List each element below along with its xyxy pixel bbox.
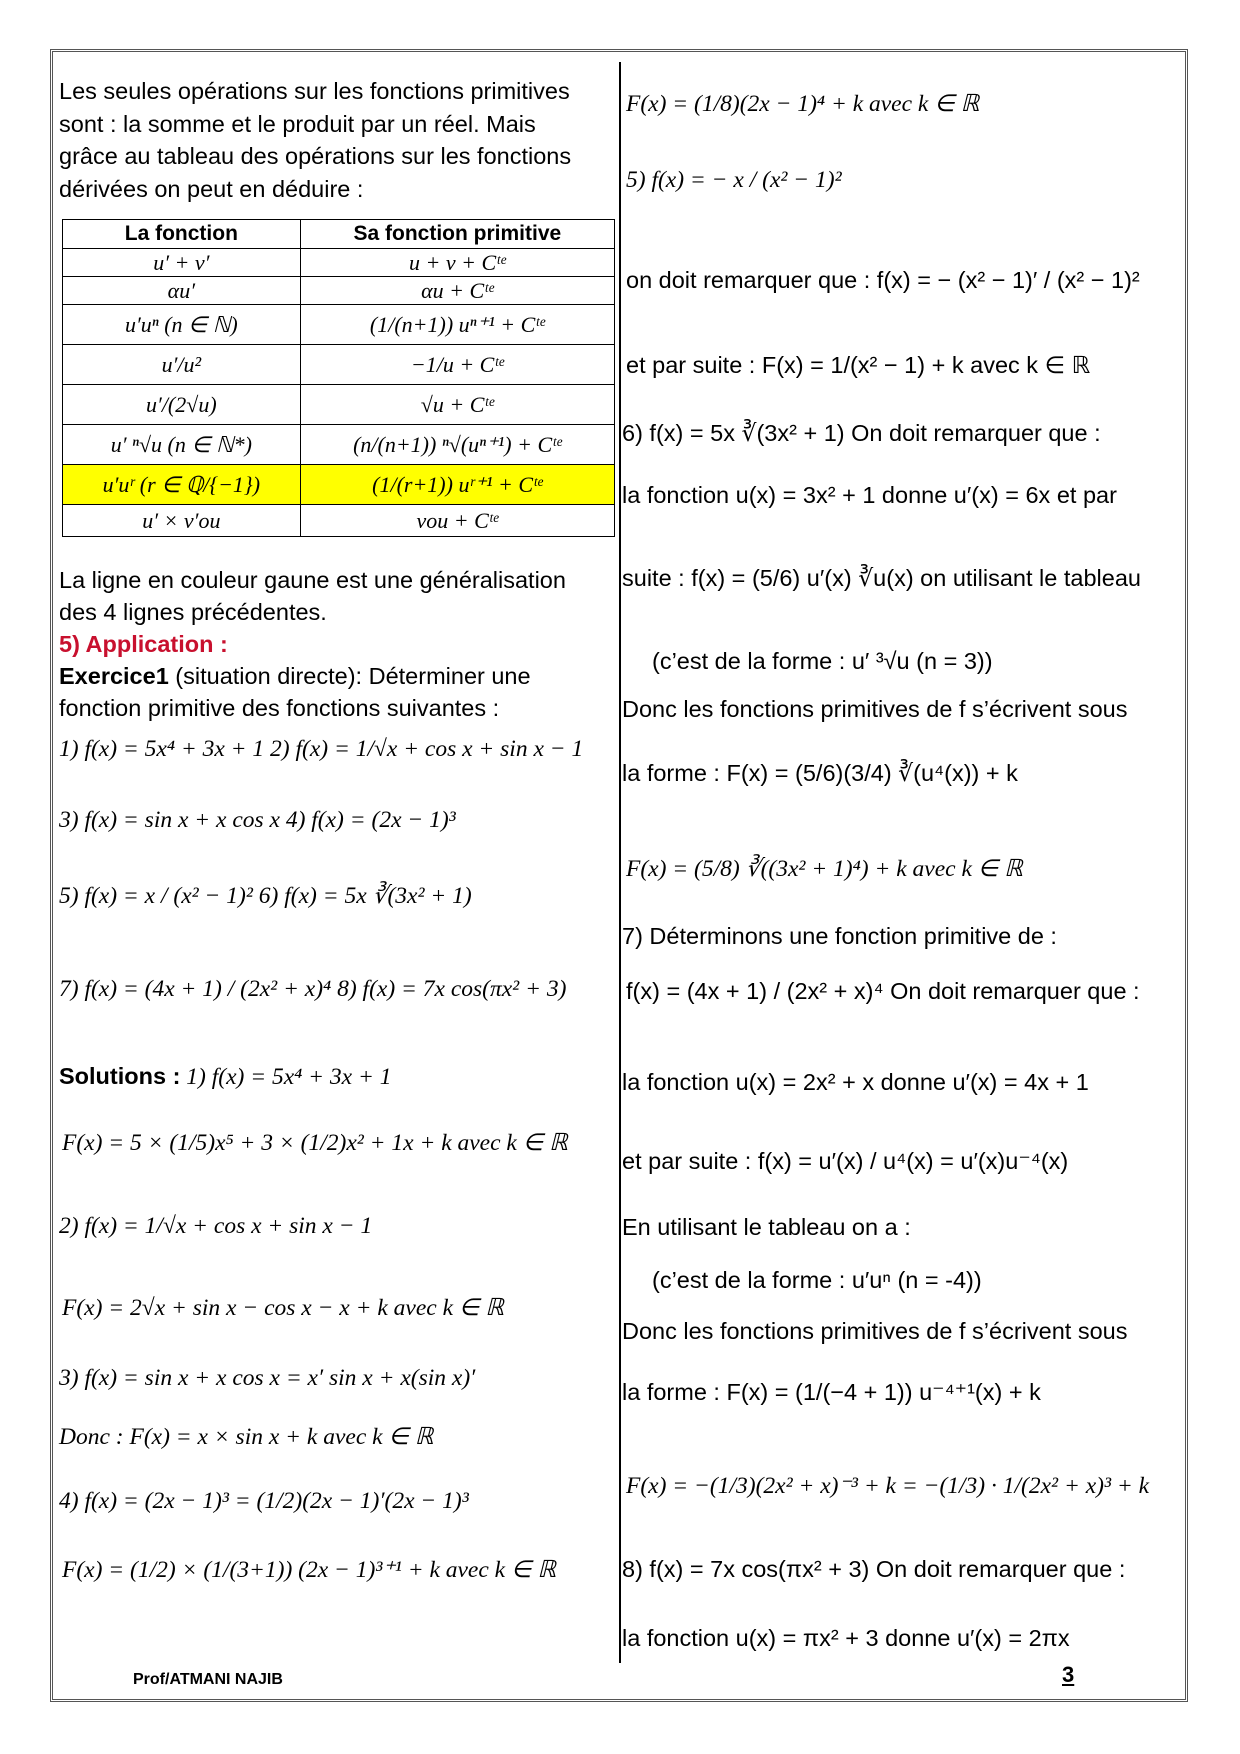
page-number: 3 xyxy=(1062,1662,1075,1687)
table-cell: u′uʳ (r ∈ ℚ/{−1}) xyxy=(63,465,301,505)
right-line: f(x) = (4x + 1) / (2x² + x)⁴ On doit remarquer que : xyxy=(626,978,1140,1004)
solution-1: 1) f(x) = 5x⁴ + 3x + 1 xyxy=(180,1064,392,1090)
table-cell: u′uⁿ (n ∈ ℕ) xyxy=(63,305,301,345)
table-row xyxy=(63,249,615,277)
table-cell: −1/u + Cᵗᵉ xyxy=(300,345,614,385)
right-line: Donc les fonctions primitives de f s’écrivent sous xyxy=(622,696,1128,722)
exercise-title: Exercice1 xyxy=(59,663,169,689)
table-row-highlighted xyxy=(63,465,615,505)
intro-line: Les seules opérations sur les fonctions primitives xyxy=(59,78,570,104)
table-cell: vou + Cᵗᵉ xyxy=(300,505,614,537)
table-cell: αu′ xyxy=(63,277,301,305)
solution-line: Donc : F(x) = x × sin x + k avec k ∈ ℝ xyxy=(59,1424,434,1450)
exercise-item: 7) f(x) = (4x + 1) / (2x² + x)⁴ 8) f(x) = 7x cos(πx² + 3) xyxy=(59,976,567,1002)
right-line: suite : f(x) = (5/6) u′(x) ∛u(x) on utilisant le tableau xyxy=(622,565,1141,591)
note-line: La ligne en couleur gaune est une généralisation xyxy=(59,567,566,593)
intro-line: sont : la somme et le produit par un réel. Mais xyxy=(59,110,536,137)
right-line: 6) f(x) = 5x ∛(3x² + 1) On doit remarquer que : xyxy=(622,420,1101,446)
table-row xyxy=(63,505,615,537)
solutions-label: Solutions : xyxy=(59,1063,181,1089)
right-line: la fonction u(x) = πx² + 3 donne u′(x) = 2πx xyxy=(622,1625,1070,1651)
column-divider xyxy=(619,62,621,1663)
solutions-line xyxy=(59,1060,391,1093)
intro-line: dérivées on peut en déduire : xyxy=(59,175,364,202)
section-heading: 5) Application : xyxy=(59,631,228,657)
table-cell: u′ × v′ou xyxy=(63,505,301,537)
right-line: (c’est de la forme : u′ ³√u (n = 3)) xyxy=(652,648,993,674)
author-footer: Prof/ATMANI NAJIB xyxy=(133,1671,283,1688)
primitives-table xyxy=(62,219,615,537)
intro-paragraph xyxy=(59,75,619,205)
table-cell: (1/(r+1)) uʳ⁺¹ + Cᵗᵉ xyxy=(300,465,614,505)
exercise-item: 5) f(x) = x / (x² − 1)² 6) f(x) = 5x ∛(3x² + 1) xyxy=(59,883,472,909)
right-line: la fonction u(x) = 2x² + x donne u′(x) = 4x + 1 xyxy=(622,1069,1089,1095)
solution-line: 3) f(x) = sin x + x cos x = x′ sin x + x(sin x)′ xyxy=(59,1365,476,1391)
solution-line: 4) f(x) = (2x − 1)³ = (1/2)(2x − 1)′(2x − 1)³ xyxy=(59,1488,469,1514)
right-line: et par suite : F(x) = 1/(x² − 1) + k avec k ∈ ℝ xyxy=(626,352,1091,378)
table-row xyxy=(63,425,615,465)
right-line: 5) f(x) = − x / (x² − 1)² xyxy=(626,167,842,193)
table-cell: u + v + Cᵗᵉ xyxy=(300,249,614,277)
exercise-title-line xyxy=(59,660,531,692)
table-row xyxy=(63,305,615,345)
right-line: 8) f(x) = 7x cos(πx² + 3) On doit remarquer que : xyxy=(622,1556,1126,1582)
right-line: (c’est de la forme : u′uⁿ (n = -4)) xyxy=(652,1267,982,1293)
table-cell: u′/(2√u) xyxy=(63,385,301,425)
table-cell: (1/(n+1)) uⁿ⁺¹ + Cᵗᵉ xyxy=(300,305,614,345)
right-line: F(x) = (5/8) ∛((3x² + 1)⁴) + k avec k ∈ ℝ xyxy=(626,856,1023,882)
right-line: la fonction u(x) = 3x² + 1 donne u′(x) = 6x et par xyxy=(622,482,1117,508)
exercise-item: 3) f(x) = sin x + x cos x 4) f(x) = (2x − 1)³ xyxy=(59,807,456,833)
table-cell: (n/(n+1)) ⁿ√(uⁿ⁺¹) + Cᵗᵉ xyxy=(300,425,614,465)
solution-line: F(x) = 2√x + sin x − cos x − x + k avec k ∈ ℝ xyxy=(62,1295,504,1321)
intro-line: grâce au tableau des opérations sur les fonctions xyxy=(59,143,572,169)
table-row xyxy=(63,345,615,385)
table-header-row xyxy=(63,220,615,249)
exercise-description: (situation directe): Déterminer une xyxy=(168,663,531,689)
right-line: on doit remarquer que : f(x) = − (x² − 1)′ / (x² − 1)² xyxy=(626,267,1140,293)
table-cell: √u + Cᵗᵉ xyxy=(300,385,614,425)
exercise-line: fonction primitive des fonctions suivantes : xyxy=(59,695,500,721)
solution-line: 2) f(x) = 1/√x + cos x + sin x − 1 xyxy=(59,1213,373,1239)
right-line: 7) Déterminons une fonction primitive de : xyxy=(622,923,1057,949)
table-row xyxy=(63,385,615,425)
table-header: Sa fonction primitive xyxy=(300,220,614,249)
table-header: La fonction xyxy=(63,220,301,249)
table-cell: u′ + v′ xyxy=(63,249,301,277)
right-line: F(x) = (1/8)(2x − 1)⁴ + k avec k ∈ ℝ xyxy=(626,91,980,117)
right-line: la forme : F(x) = (1/(−4 + 1)) u⁻⁴⁺¹(x) + k xyxy=(622,1379,1041,1405)
right-line: et par suite : f(x) = u′(x) / u⁴(x) = u′(x)u⁻⁴(x) xyxy=(622,1148,1069,1174)
note-line: des 4 lignes précédentes. xyxy=(59,599,327,625)
solution-line: F(x) = 5 × (1/5)x⁵ + 3 × (1/2)x² + 1x + k avec k ∈ ℝ xyxy=(62,1130,568,1156)
right-line: Donc les fonctions primitives de f s’écrivent sous xyxy=(622,1318,1128,1344)
table-cell: u′/u² xyxy=(63,345,301,385)
table-cell: u′ ⁿ√u (n ∈ ℕ*) xyxy=(63,425,301,465)
exercise-item: 1) f(x) = 5x⁴ + 3x + 1 2) f(x) = 1/√x + cos x + sin x − 1 xyxy=(59,736,584,762)
table-row xyxy=(63,277,615,305)
right-line: En utilisant le tableau on a : xyxy=(622,1214,911,1240)
solution-line: F(x) = (1/2) × (1/(3+1)) (2x − 1)³⁺¹ + k avec k ∈ ℝ xyxy=(62,1557,556,1583)
table-cell: αu + Cᵗᵉ xyxy=(300,277,614,305)
right-line: F(x) = −(1/3)(2x² + x)⁻³ + k = −(1/3) · 1/(2x² + x)³ + k xyxy=(626,1473,1150,1499)
right-line: la forme : F(x) = (5/6)(3/4) ∛(u⁴(x)) + k xyxy=(622,760,1018,786)
